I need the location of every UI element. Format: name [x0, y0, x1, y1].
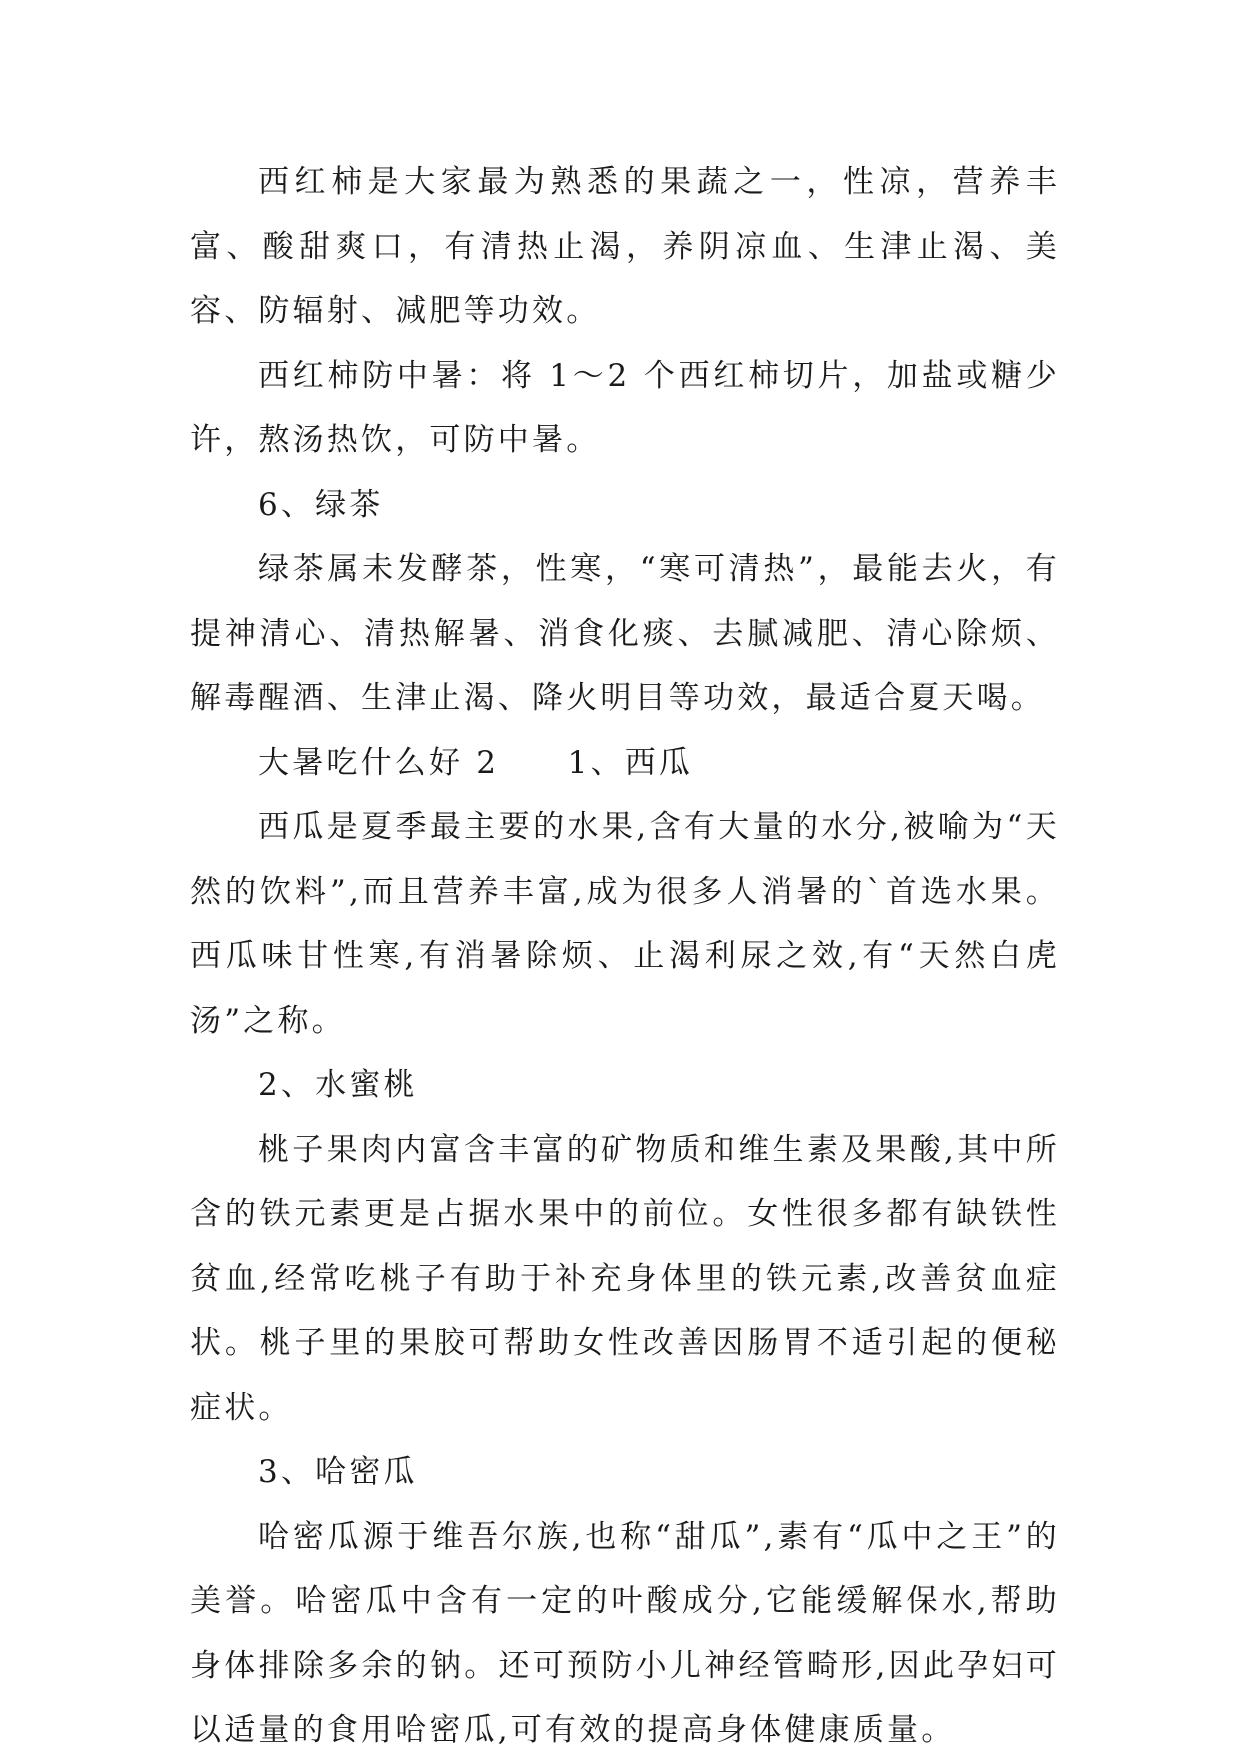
- heading-section-2-watermelon: 大暑吃什么好 2 1、西瓜: [258, 744, 694, 781]
- paragraph-tomato-heatstroke: 西红柿防中暑：将 1～2 个西红柿切片，加盐或糖少许，熬汤热饮，可防中暑。: [190, 357, 1060, 458]
- paragraph-tomato-intro: 西红柿是大家最为熟悉的果蔬之一，性凉，营养丰富、酸甜爽口，有清热止渴，养阴凉血、生津止渴、美容、防辐射、减肥等功效。: [190, 164, 1060, 329]
- paragraph-hami-melon: 哈密瓜源于维吾尔族,也称“甜瓜”,素有“瓜中之王”的美誉。哈密瓜中含有一定的叶酸成分,它能缓解保水,帮助身体排除多余的钠。还可预防小儿神经管畸形,因此孕妇可以适量的食用哈密瓜,可有效的提高身体健康质量。: [190, 1518, 1060, 1748]
- heading-green-tea: 6、绿茶: [258, 486, 384, 523]
- paragraph-watermelon: 西瓜是夏季最主要的水果,含有大量的水分,被喻为“天然的饮料”,而且营养丰富,成为很多人消暑的`首选水果。西瓜味甘性寒,有消暑除烦、止渴利尿之效,有“天然白虎汤”之称。: [190, 809, 1060, 1039]
- paragraph-green-tea: 绿茶属未发酵茶，性寒，“寒可清热”，最能去火，有提神清心、清热解暑、消食化痰、去腻减肥、清心除烦、解毒醒酒、生津止渴、降火明目等功效，最适合夏天喝。: [190, 551, 1060, 716]
- heading-peach: 2、水蜜桃: [258, 1067, 418, 1103]
- heading-hami-melon: 3、哈密瓜: [258, 1454, 418, 1490]
- document-body: [190, 150, 1060, 1763]
- paragraph-peach: 桃子果肉内富含丰富的矿物质和维生素及果酸,其中所含的铁元素更是占据水果中的前位。女性很多都有缺铁性贫血,经常吃桃子有助于补充身体里的铁元素,改善贫血症状。桃子里的果胶可帮助女性改善因肠胃不适引起的便秘症状。: [190, 1131, 1060, 1426]
